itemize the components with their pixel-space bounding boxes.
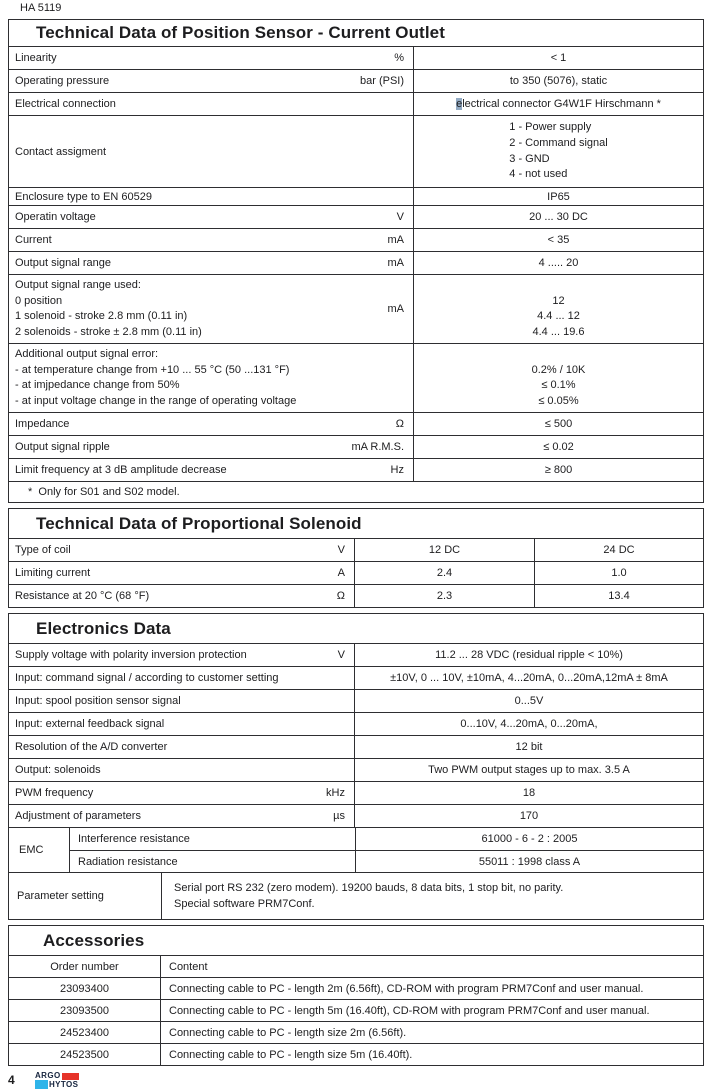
row-value xyxy=(413,93,703,115)
accessories-header-row xyxy=(9,955,703,977)
row-output-signal-range-used xyxy=(9,274,703,343)
row-unit: mA xyxy=(387,303,404,315)
row-label: Resistance at 20 °C (68 °F) xyxy=(15,590,150,602)
row-value: 18 xyxy=(354,782,703,804)
row-type-of-coil xyxy=(9,538,703,561)
row-value: 55011 : 1998 class A xyxy=(355,851,703,872)
electronics-data-table xyxy=(8,613,704,920)
row-value-12dc: 2.3 xyxy=(354,585,534,607)
row-label-line: Output signal range used: xyxy=(15,279,141,291)
row-label: Operatin voltage xyxy=(15,211,96,223)
accessory-content: Connecting cable to PC - length 2m (6.56ft), CD-ROM with program PRM7Conf and user manual. xyxy=(160,978,703,999)
row-output-signal-ripple xyxy=(9,435,703,458)
row-label: Input: spool position sensor signal xyxy=(15,695,181,707)
row-label: Supply voltage with polarity inversion protection xyxy=(15,649,247,661)
order-number: 23093400 xyxy=(60,982,109,995)
row-value-line: 4.4 ... 19.6 xyxy=(532,325,585,338)
row-value-line xyxy=(418,347,699,363)
section-title-proportional-solenoid: Technical Data of Proportional Solenoid xyxy=(36,513,362,533)
row-value xyxy=(413,116,703,187)
column-header-order-number: Order number xyxy=(50,960,119,973)
row-unit: % xyxy=(394,52,404,64)
emc-label: EMC xyxy=(19,844,44,856)
row-value-12dc: 2.4 xyxy=(354,562,534,584)
row-unit: Ω xyxy=(395,418,404,430)
row-label-line: 1 solenoid - stroke 2.8 mm (0.11 in) xyxy=(15,310,188,322)
row-label: Input: command signal / according to customer setting xyxy=(15,672,279,684)
logo-red-block xyxy=(62,1073,79,1080)
row-label: Current xyxy=(15,234,52,246)
accessory-row xyxy=(9,999,703,1021)
row-value: ±10V, 0 ... 10V, ±10mA, 4...20mA, 0...20mA,12mA ± 8mA xyxy=(354,667,703,689)
row-operating-voltage xyxy=(9,205,703,228)
row-label-line: - at temperature change from +10 ... 55 °C (50 ...131 °F) xyxy=(15,363,290,376)
argo-hytos-logo xyxy=(35,1071,79,1089)
row-value-line: 12 xyxy=(552,294,565,307)
row-value: Two PWM output stages up to max. 3.5 A xyxy=(354,759,703,781)
section-title-position-sensor: Technical Data of Position Sensor - Current Outlet xyxy=(36,23,445,42)
accessory-content: Connecting cable to PC - length 5m (16.40ft), CD-ROM with program PRM7Conf and user manual. xyxy=(160,1000,703,1021)
row-label: Radiation resistance xyxy=(78,855,178,868)
order-number: 23093500 xyxy=(60,1004,109,1017)
section-title-accessories: Accessories xyxy=(43,930,145,950)
row-unit: Ω xyxy=(336,590,345,602)
row-value: 11.2 ... 28 VDC (residual ripple < 10%) xyxy=(354,644,703,666)
row-unit: V xyxy=(337,649,345,661)
row-input-spool-position xyxy=(9,689,703,712)
row-value: IP65 xyxy=(413,188,703,205)
row-unit: mA R.M.S. xyxy=(351,441,404,453)
row-label-line: 2 solenoids - stroke ± 2.8 mm (0.11 in) xyxy=(15,325,202,338)
row-supply-voltage xyxy=(9,643,703,666)
accessories-table xyxy=(8,925,704,1066)
row-linearity xyxy=(9,46,703,69)
row-unit: mA xyxy=(387,234,404,246)
page-number: 4 xyxy=(8,1073,15,1087)
row-label-line: Additional output signal error: xyxy=(15,348,159,360)
row-value: 0...5V xyxy=(354,690,703,712)
row-label-line: - at imjpedance change from 50% xyxy=(15,379,180,391)
row-value xyxy=(413,275,703,343)
row-electrical-connection xyxy=(9,92,703,115)
row-label: Resolution of the A/D converter xyxy=(15,741,168,753)
row-resistance xyxy=(9,584,703,607)
row-input-external-feedback xyxy=(9,712,703,735)
contact-line: 2 - Command signal xyxy=(509,136,608,149)
accessory-row xyxy=(9,1043,703,1065)
selected-character: e xyxy=(456,98,463,110)
row-label: Impedance xyxy=(15,418,70,430)
row-unit: bar (PSI) xyxy=(359,75,404,87)
row-value-24dc: 13.4 xyxy=(534,585,703,607)
row-label: Contact assigment xyxy=(15,145,107,158)
row-value-line: ≤ 0.05% xyxy=(538,394,579,407)
order-number: 24523500 xyxy=(60,1048,109,1061)
row-value: ≤ 0.02 xyxy=(413,436,703,458)
datasheet-page xyxy=(0,2,712,1089)
row-label: Type of coil xyxy=(15,544,71,556)
row-label: Output signal range xyxy=(15,257,112,269)
row-label: Interference resistance xyxy=(78,833,190,845)
accessory-row xyxy=(9,1021,703,1043)
row-value: 0...10V, 4...20mA, 0...20mA, xyxy=(354,713,703,735)
row-label: Enclosure type to EN 60529 xyxy=(15,190,152,203)
row-value-line: ≤ 0.1% xyxy=(541,379,576,391)
section-title-electronics-data: Electronics Data xyxy=(36,618,171,638)
contact-line: 4 - not used xyxy=(509,168,568,181)
accessory-content: Connecting cable to PC - length size 2m (6.56ft). xyxy=(160,1022,703,1043)
accessory-content: Connecting cable to PC - length size 5m (16.40ft). xyxy=(160,1044,703,1065)
row-impedance xyxy=(9,412,703,435)
row-value: 20 ... 30 DC xyxy=(413,206,703,228)
proportional-solenoid-table xyxy=(8,508,704,608)
row-label: Operating pressure xyxy=(15,75,110,87)
row-limiting-current xyxy=(9,561,703,584)
row-unit: µs xyxy=(333,810,345,822)
row-value-12dc: 12 DC xyxy=(354,539,534,561)
row-pwm-frequency xyxy=(9,781,703,804)
row-value: 170 xyxy=(354,805,703,827)
row-label: Adjustment of parameters xyxy=(15,810,141,822)
row-label: Limit frequency at 3 dB amplitude decrease xyxy=(15,464,227,476)
row-value: to 350 (5076), static xyxy=(413,70,703,92)
row-output-signal-range xyxy=(9,251,703,274)
row-value: 12 bit xyxy=(354,736,703,758)
logo-cyan-block xyxy=(35,1080,48,1089)
row-unit: kHz xyxy=(326,787,345,799)
row-label: Output: solenoids xyxy=(15,764,101,776)
order-number: 24523400 xyxy=(60,1026,109,1039)
row-value-24dc: 24 DC xyxy=(534,539,703,561)
row-unit: V xyxy=(337,544,345,556)
doc-reference: HA 5119 xyxy=(20,2,62,14)
row-value: < 1 xyxy=(413,47,703,69)
row-label: Parameter setting xyxy=(17,890,104,902)
row-contact-assignment xyxy=(9,115,703,187)
row-label: Limiting current xyxy=(15,567,91,579)
param-line: Serial port RS 232 (zero modem). 19200 bauds, 8 data bits, 1 stop bit, no parity. xyxy=(174,882,564,894)
logo-text-argo: ARGO xyxy=(35,1071,61,1080)
row-value: 61000 - 6 - 2 : 2005 xyxy=(355,828,703,850)
row-label: Output signal ripple xyxy=(15,441,110,453)
row-emc xyxy=(9,827,703,872)
row-additional-output-signal-error xyxy=(9,343,703,412)
row-value xyxy=(161,873,703,919)
row-value-text: lectrical connector G4W1F Hirschmann * xyxy=(462,98,661,110)
column-header-content: Content xyxy=(160,956,703,977)
row-label: PWM frequency xyxy=(15,787,94,799)
row-value: ≤ 500 xyxy=(413,413,703,435)
row-value-24dc: 1.0 xyxy=(534,562,703,584)
row-label-line: - at input voltage change in the range of operating voltage xyxy=(15,394,297,407)
row-adjustment-of-parameters xyxy=(9,804,703,827)
page-footer xyxy=(8,1071,712,1089)
row-value: 4 ..... 20 xyxy=(413,252,703,274)
row-unit: A xyxy=(337,567,345,579)
row-label: Linearity xyxy=(15,52,57,64)
row-value xyxy=(413,344,703,412)
row-label: Electrical connection xyxy=(15,98,116,110)
row-limit-frequency xyxy=(9,458,703,481)
row-value: < 35 xyxy=(413,229,703,251)
row-input-command-signal xyxy=(9,666,703,689)
row-label-line: 0 position xyxy=(15,294,63,307)
logo-text-hytos: HYTOS xyxy=(49,1080,79,1089)
row-label: Input: external feedback signal xyxy=(15,718,165,730)
row-enclosure-type xyxy=(9,187,703,205)
position-sensor-table xyxy=(8,19,704,503)
row-interference-resistance xyxy=(70,828,703,850)
row-unit: V xyxy=(396,211,404,223)
param-line: Special software PRM7Conf. xyxy=(174,898,315,910)
footnote: * Only for S01 and S02 model. xyxy=(9,481,703,502)
row-value-line: 4.4 ... 12 xyxy=(537,310,580,322)
contact-line: 3 - GND xyxy=(509,152,550,165)
row-unit: mA xyxy=(387,257,404,269)
row-resolution-ad-converter xyxy=(9,735,703,758)
accessory-row xyxy=(9,977,703,999)
row-value-line xyxy=(418,278,699,294)
row-radiation-resistance xyxy=(70,850,703,872)
row-output-solenoids xyxy=(9,758,703,781)
contact-line: 1 - Power supply xyxy=(509,120,592,133)
row-parameter-setting xyxy=(9,872,703,919)
row-unit: Hz xyxy=(390,464,404,476)
row-operating-pressure xyxy=(9,69,703,92)
row-value: ≥ 800 xyxy=(413,459,703,481)
row-value-line: 0.2% / 10K xyxy=(531,363,586,376)
row-current xyxy=(9,228,703,251)
